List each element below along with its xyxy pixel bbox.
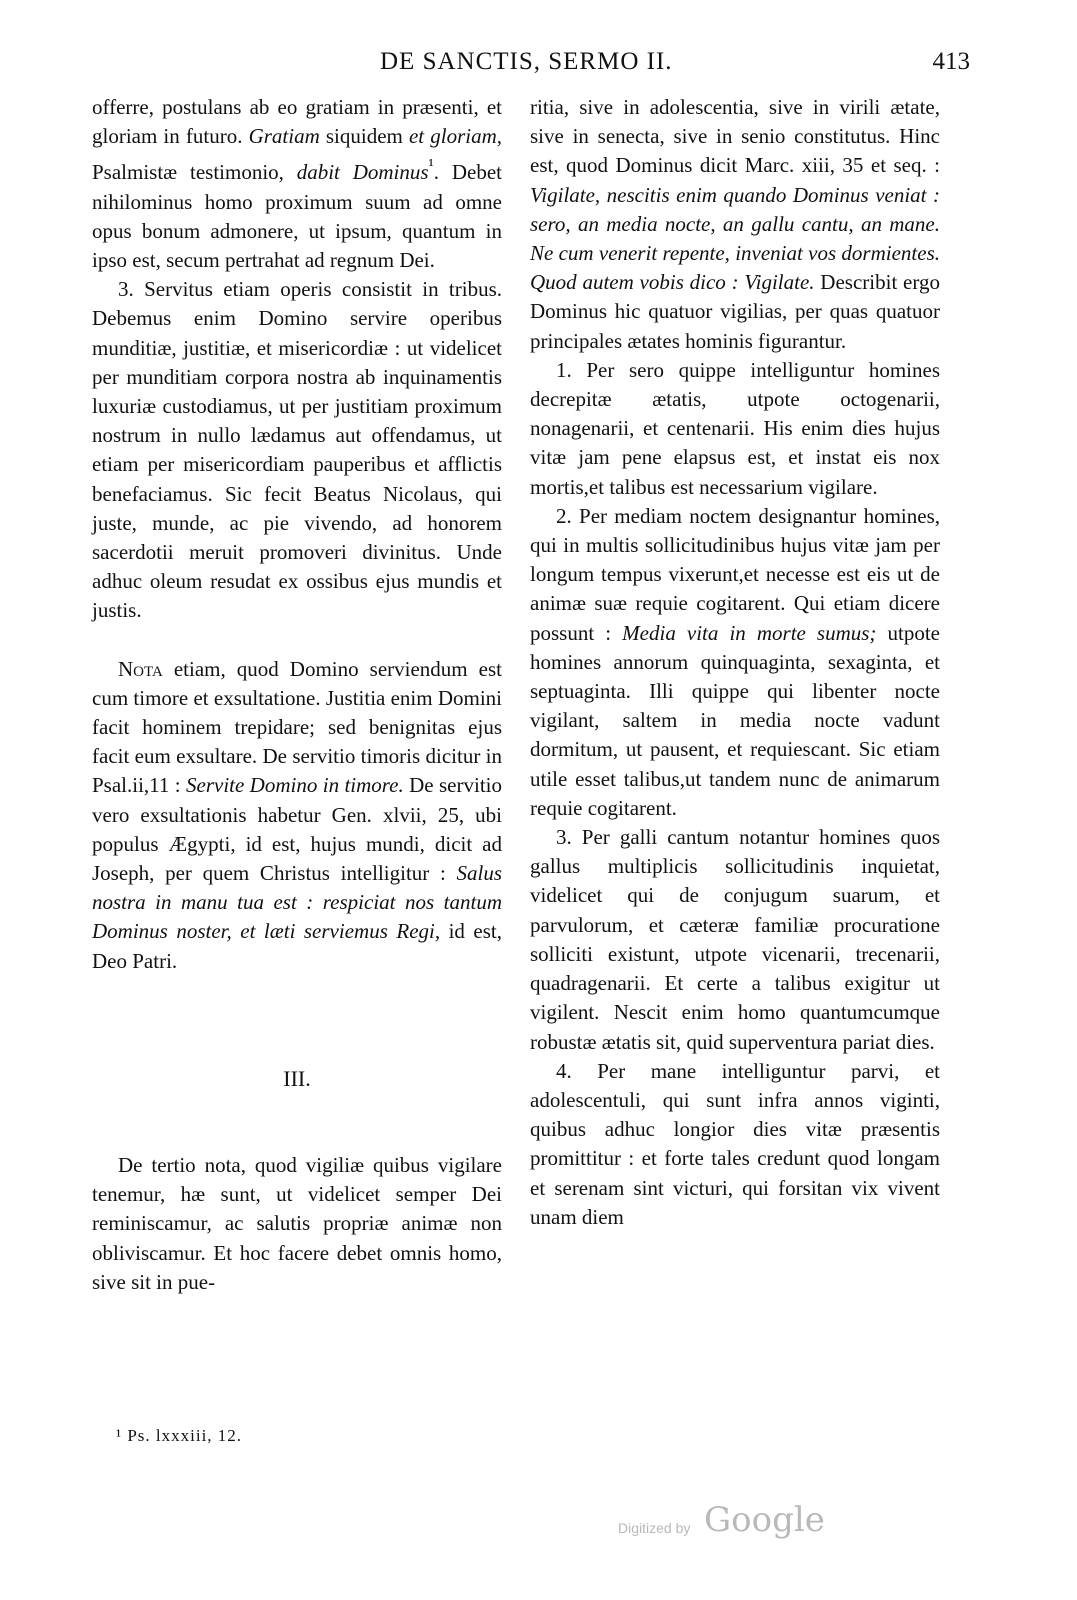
text-run: offerre, postulans ab eo gratiam in præsenti, et gloriam in futuro. — [92, 95, 502, 149]
paragraph-de-tertio: De tertio nota, quod vigiliæ quibus vigilare tenemur, hæ sunt, ut videlicet semper Dei reminiscamur, ac salutis propriæ animæ non obliviscamur. Et hoc facere debet omnis homo, sive sit in pue- — [92, 1152, 502, 1294]
paragraph-per-sero: 1. Per sero quippe intelliguntur homines decrepitæ ætatis, utpote octogenarii, nonagenarii, et centenarii. His enim dies hujus vitæ jam pene elapsus est, et instat eis nox mortis,et talibus est necessarium vigilare. — [530, 357, 940, 499]
spacer — [92, 976, 502, 1064]
text-run: 2. Per mediam noctem designantur homines, qui in multis sollicitudinibus hujus vitæ jam per longum tempus vixerunt,et necesse est eis ut de animæ suæ requie cogitarent. Qui etiam dicere possunt : — [530, 503, 940, 645]
text-run: De servitio vero exsultationis habetur Gen. xlvii, 25, ubi populus Ægypti, id est, hujus mundi, dicit ad Joseph, per quem Christus intelligitur : — [92, 773, 502, 886]
text-run: siquidem — [319, 124, 409, 149]
spacer — [92, 626, 502, 655]
running-head — [90, 48, 970, 82]
digitized-watermark — [618, 1500, 918, 1550]
italic-run: Salus nostra in manu tua est : respiciat nos tantum Dominus noster, et læti serviemus Regi, — [92, 861, 502, 944]
section-heading: III. — [283, 1065, 311, 1091]
text-run: Describit ergo Dominus hic quatuor vigilias, per quas quatuor principales ætates hominis figurantur. — [530, 270, 940, 353]
running-title: DE SANCTIS, SERMO II. — [380, 48, 673, 75]
text-run: etiam, quod Domino serviendum est cum timore et exsultatione. Justitia enim Domini facit hominem trepidare; sed benignitas ejus facit eum exsultare. De servitio timoris dicitur in Psal.ii,11 : — [92, 656, 503, 798]
paragraph-continuation — [530, 93, 940, 356]
paragraph-nota — [92, 655, 502, 976]
text-run: Psalmistæ testimonio, — [92, 160, 297, 185]
paragraph-per-mediam-noctem — [530, 502, 940, 823]
italic-run: dabit Dominus — [296, 160, 429, 185]
footnote-reference: ¹ — [428, 155, 434, 176]
paragraph-per-galli-cantum: 3. Per galli cantum notantur homines quos gallus multiplicis sollicitudinis inquietat, videlicet qui de conjugum suarum, et parvulorum, et cæteræ familiæ procuratione solliciti existunt, utpote vicenarii, trecenarii, quadragenarii. Et certe a talibus exigitur ut vigilent. Nescit enim homo quantumcumque robustæ ætatis sit, quid superventura pariat dies. — [530, 825, 940, 1054]
text-run: id est, Deo Patri. — [92, 919, 502, 973]
text-run: . Debet nihilominus homo proximum suum ad omne opus bonum admonere, ut ipsum, quantum in ipso est, secum pertrahat ad regnum Dei. — [92, 160, 502, 273]
paragraph-per-mane: 4. Per mane intelliguntur parvi, et adolescentuli, qui sunt infra annos viginti, quibus adhuc longior dies vitæ præsentis promittitur : et forte tales credunt quod longam et serenam sint victuri, qui forsitan vix vivent unam diem — [530, 1058, 940, 1229]
google-logo: Google — [704, 1500, 825, 1540]
small-caps-run: Nota — [118, 656, 163, 681]
paragraph-continuation — [92, 93, 502, 275]
spacer — [92, 1093, 502, 1151]
footnote: ¹ Ps. lxxxiii, 12. — [116, 1426, 243, 1445]
paragraph-servitus-operis: 3. Servitus etiam operis consistit in tribus. Debemus enim Domino servire operibus munditiæ, justitiæ, et misericordiæ : ut videlicet per munditiam corpora nostra ab inquinamentis luxuriæ custodiamus, ut per justitiam proximum nostrum in nullo lædamus aut offendamus, ut etiam per misericordiam pauperibus et afflictis benefaciamus. Sic fecit Beatus Nicolaus, qui juste, munde, ac pie vivendo, ad honorem sacerdotii meruit promoveri divinitus. Unde adhuc oleum resudat ex ossibus ejus mundis et justis. — [92, 277, 502, 623]
italic-run: Gratiam — [248, 124, 320, 149]
text-run: ritia, sive in adolescentia, sive in virili ætate, sive in senecta, sive in senio constitutus. Hinc est, quod Dominus dicit Marc. xiii, 35 et seq. : — [530, 95, 940, 178]
page-number: 413 — [932, 48, 970, 75]
left-column — [92, 93, 502, 1297]
text-run: utpote homines annorum quinquaginta, sexaginta, et septuaginta. Illi quippe qui libenter nocte vigilant, saltem in media nocte vadunt dormitum, ut pausent, et requiescant. Sic etiam utile esset talibus,ut tandem nunc de animarum requie cogitarent. — [530, 620, 940, 820]
right-column — [530, 93, 940, 1232]
italic-run: Servite Domino in timore. — [186, 773, 404, 798]
italic-run: Media vita in morte sumus; — [622, 620, 877, 645]
digitized-by-label: Digitized by — [618, 1520, 691, 1536]
italic-run: Vigilate, nescitis enim quando Dominus veniat : sero, an media nocte, an gallu cantu, an mane. Ne cum venerit repente, inveniat vos dormientes. Quod autem vobis dico : Vigilate. — [530, 182, 940, 295]
italic-run: et gloriam, — [408, 124, 502, 149]
